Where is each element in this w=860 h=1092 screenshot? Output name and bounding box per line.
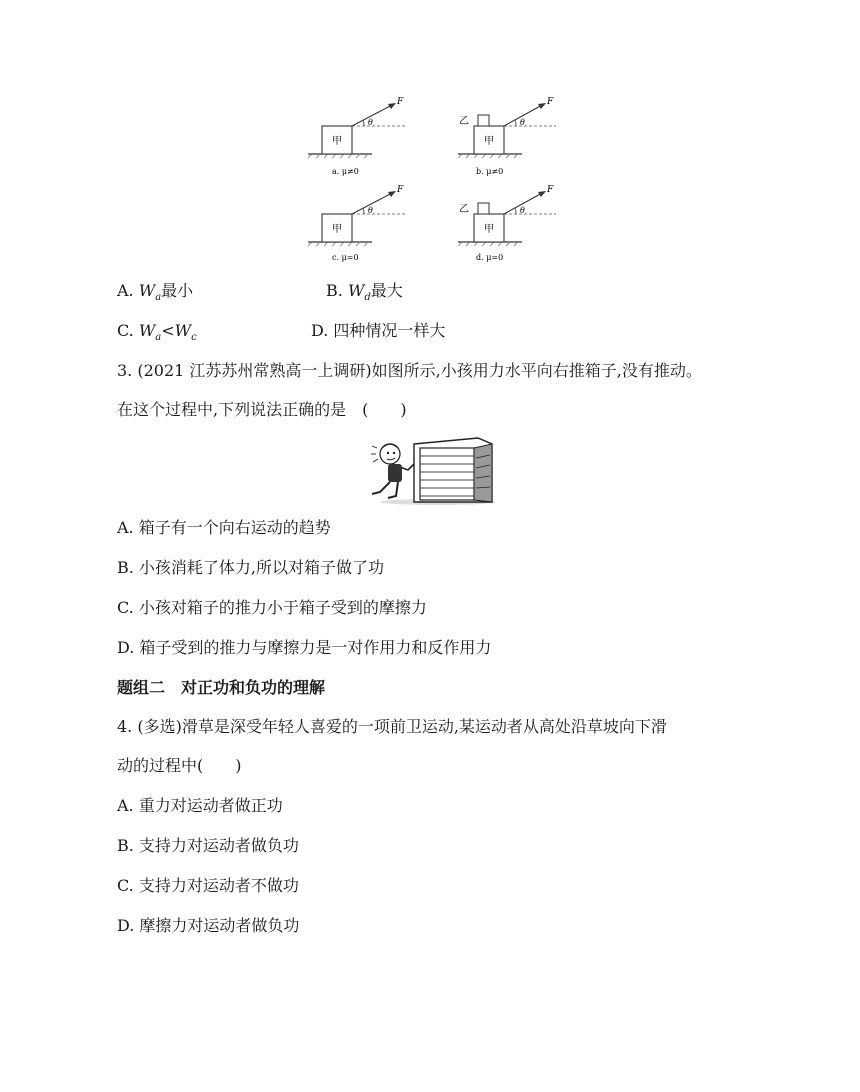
q2-option-b[interactable]: B. $W_d$最大 xyxy=(326,281,403,304)
force-label-f: F xyxy=(547,185,554,195)
force-diagram-panel-c xyxy=(306,180,426,268)
q2-option-a[interactable]: A. $W_a$最小 xyxy=(117,281,194,304)
angle-theta: θ xyxy=(520,206,525,215)
q4-option-d[interactable]: D. 摩擦力对运动者做负功 xyxy=(117,916,300,935)
q4-option-b[interactable]: B. 支持力对运动者做负功 xyxy=(117,836,299,855)
q3-option-b[interactable]: B. 小孩消耗了体力,所以对箱子做了功 xyxy=(117,558,385,577)
section-heading: 题组二 对正功和负功的理解 xyxy=(117,678,326,697)
box-label-jia: 甲 xyxy=(484,224,494,235)
force-label-f: F xyxy=(397,97,404,107)
box-label-yi: 乙 xyxy=(459,116,469,127)
panel-caption: c. μ=0 xyxy=(332,253,359,262)
force-diagram-panel-b xyxy=(446,92,566,180)
q2-option-d[interactable]: D. 四种情况一样大 xyxy=(311,321,446,340)
q3-stem-line1: 3. (2021 江苏苏州常熟高一上调研)如图所示,小孩用力水平向右推箱子,没有推动。 xyxy=(117,361,702,380)
force-label-f: F xyxy=(547,97,554,107)
angle-theta: θ xyxy=(520,118,525,127)
force-diagram-panel-d xyxy=(446,180,566,268)
box-label-jia: 甲 xyxy=(484,136,494,147)
box-label-jia: 甲 xyxy=(332,224,342,235)
q2-option-c[interactable]: C. $W_a<W_c$ xyxy=(117,321,197,344)
q4-option-a[interactable]: A. 重力对运动者做正功 xyxy=(117,796,283,815)
force-diagram-panel-a xyxy=(306,92,426,180)
q3-option-a[interactable]: A. 箱子有一个向右运动的趋势 xyxy=(117,518,331,537)
angle-theta: θ xyxy=(368,118,373,127)
box-label-jia: 甲 xyxy=(332,136,342,147)
q3-stem-line2: 在这个过程中,下列说法正确的是 ( ) xyxy=(117,400,407,419)
child-pushing-box-illustration xyxy=(368,434,498,506)
box-label-yi: 乙 xyxy=(459,204,469,215)
q3-option-d[interactable]: D. 箱子受到的推力与摩擦力是一对作用力和反作用力 xyxy=(117,638,492,657)
q4-stem-line1: 4. (多选)滑草是深受年轻人喜爱的一项前卫运动,某运动者从高处沿草坡向下滑 xyxy=(117,717,667,736)
panel-caption: a. μ≠0 xyxy=(332,167,359,176)
panel-caption: b. μ≠0 xyxy=(476,167,504,176)
q3-option-c[interactable]: C. 小孩对箱子的推力小于箱子受到的摩擦力 xyxy=(117,598,427,617)
force-label-f: F xyxy=(397,185,404,195)
panel-caption: d. μ=0 xyxy=(476,253,504,262)
q4-stem-line2: 动的过程中( ) xyxy=(117,756,242,775)
angle-theta: θ xyxy=(368,206,373,215)
q4-option-c[interactable]: C. 支持力对运动者不做功 xyxy=(117,876,299,895)
